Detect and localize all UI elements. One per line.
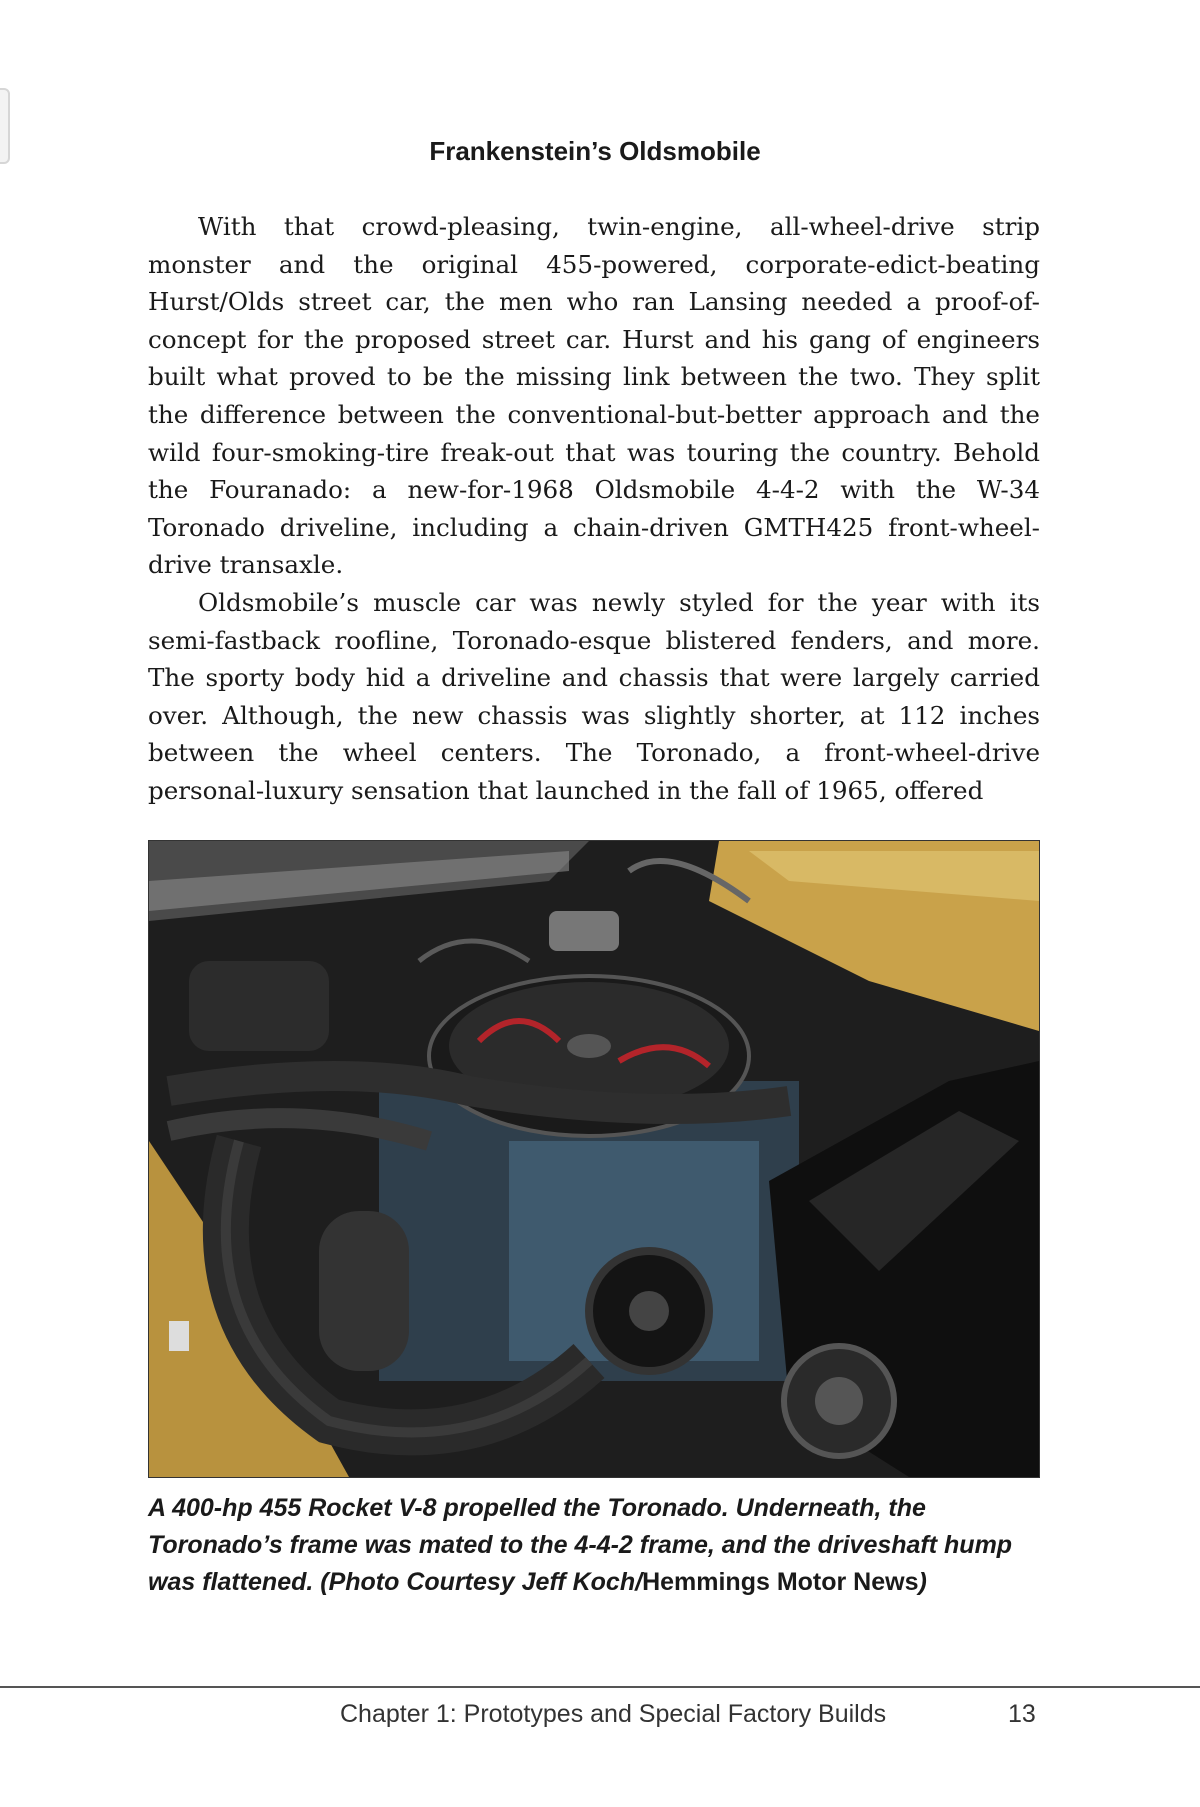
- engine-photo: [148, 840, 1040, 1478]
- paragraph-2: Oldsmobile’s muscle car was newly styled for the year with its semi-fastback roofline, Toronado-esque blistered fenders, and more. The sporty body hid a driveline and chassis that were largely carried over. Although, the new chassis was slightly shorter, at 112 inches between the wheel centers. The Toronado, a front-wheel-drive personal-luxury sensation that launched in the fall of 1965, offered: [148, 587, 1040, 805]
- section-heading: Frankenstein’s Oldsmobile: [429, 136, 761, 166]
- page-number: 13: [1008, 1700, 1036, 1728]
- caption-publication: Hemmings Motor News: [642, 1568, 919, 1596]
- footer-chapter-title: Chapter 1: Prototypes and Special Factory Builds: [340, 1700, 887, 1728]
- caption-text: A 400-hp 455 Rocket V-8 propelled the Toronado. Underneath, the Toronado’s frame was mated to the 4-4-2 frame, and the driveshaft hump was flattened. (Photo Courtesy Jeff Koch/: [148, 1494, 1013, 1596]
- body-text: [148, 208, 1040, 810]
- engine-bay-illustration: [149, 841, 1039, 1477]
- footer-rule: [0, 1686, 1200, 1688]
- paragraph-1: With that crowd-pleasing, twin-engine, all-wheel-drive strip monster and the original 455-powered, corporate-edict-beating Hurst/Olds street car, the men who ran Lansing needed a proof-of-concept for the proposed street car. Hurst and his gang of engineers built what proved to be the missing link between the two. They split the difference between the conventional-but-better approach and the wild four-smoking-tire freak-out that was touring the country. Behold the Fouranado: a new-for-1968 Oldsmobile 4-4-2 with the W-34 Toronado driveline, including a chain-driven GMTH425 front-wheel-drive transaxle.: [148, 212, 1040, 580]
- caption-close: ): [918, 1568, 927, 1596]
- photo-caption: [148, 1490, 1028, 1601]
